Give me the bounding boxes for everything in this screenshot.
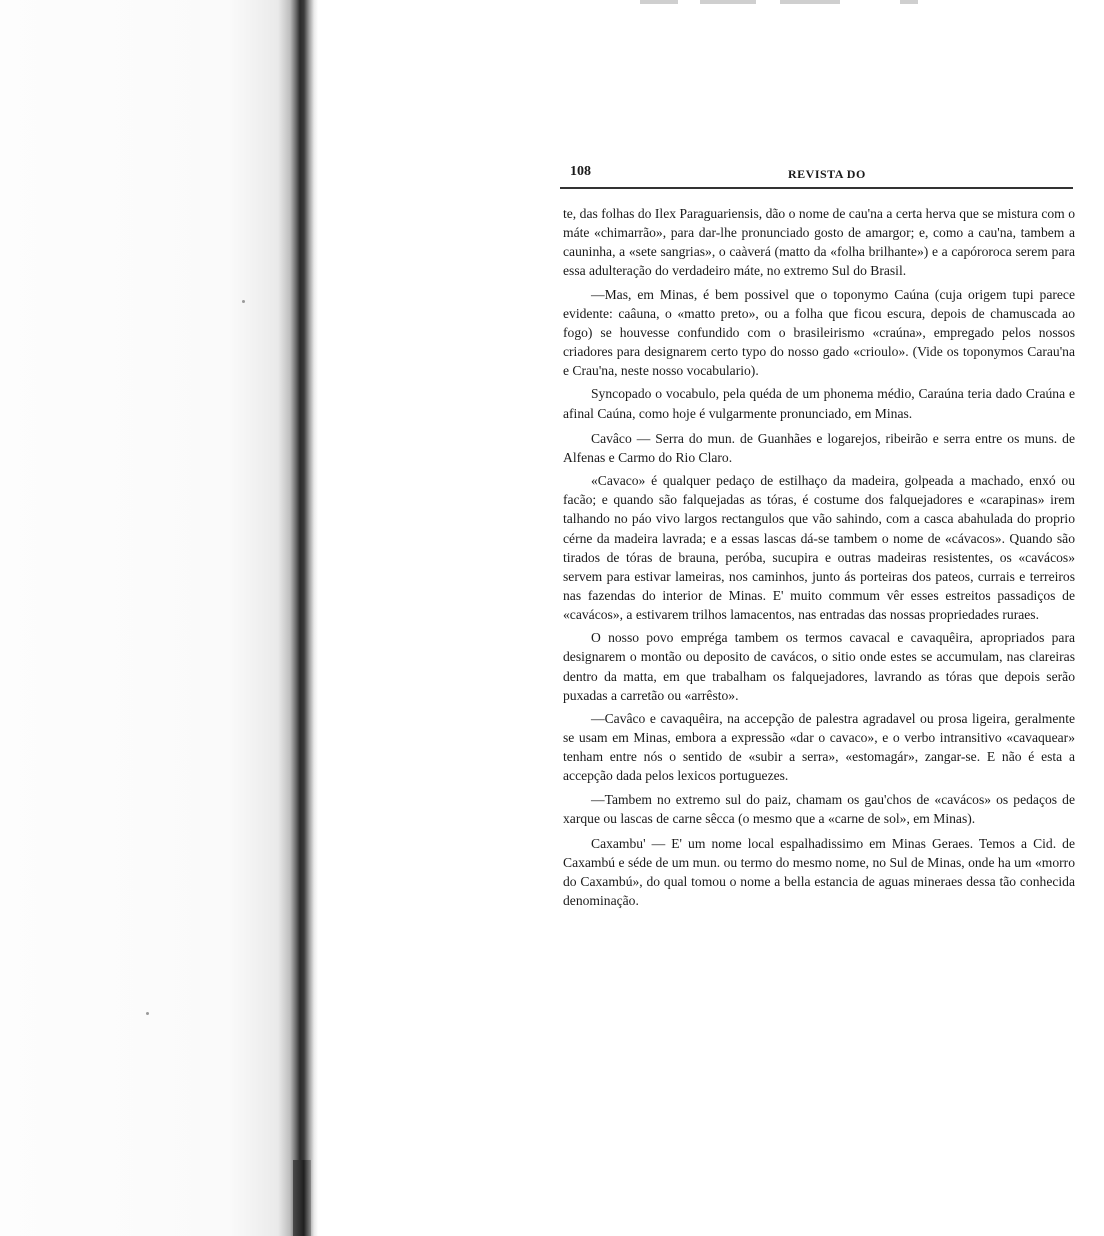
running-title: REVISTA DO (788, 167, 866, 181)
paragraph: O nosso povo empréga tambem os termos cavacal e cavaquêira, apropriados para designarem o montão ou deposito de cavácos, o sitio onde estes se accumulam, nas clareiras dentro da matta, em que trabalham os falquejadores, lavrando as tóras que depois serão puxadas a carretão ou «arrêsto». (563, 630, 1075, 703)
page-header (570, 164, 1072, 188)
paragraph: —Mas, em Minas, é bem possivel que o toponymo Caúna (cuja origem tupi parece evidente: caâuna, o «matto preto», ou a folha que ficou escura, depois de chamuscada ao fogo) se houvesse confundido com o brasileirismo «craúna», empregado pelos nossos criadores para designarem certo typo do nosso gado «crioulo». (Vide os toponymos Carau'na e Crau'na, neste nosso vocabulario). (563, 286, 1075, 379)
scan-edge-mark (640, 0, 678, 4)
paragraph: —Cavâco e cavaquêira, na accepção de palestra agradavel ou prosa ligeira, geralmente se usam em Minas, embora a expressão «dar o cavaco», e o verbo intransitivo «cavaquear» tenham entre nós o sentido de «subir a serra», «estomagár», zangar-se. E não é esta a accepção dada pelos lexicos portuguezes. (563, 710, 1075, 784)
paragraph: Syncopado o vocabulo, pela quéda de um phonema médio, Caraúna teria dado Craúna e afinal Caúna, como hoje é vulgarmente pronunciado, em Minas. (563, 386, 1075, 421)
paragraph: te, das folhas do Ilex Paraguariensis, dão o nome de cau'na a certa herva que se mistura com o máte «chimarrão», para dar-lhe pronunciado gosto de amargor; e, como a cau'na, tambem a cauninha, a «sete sangrias», o caàverá (matto da «folha brilhante») e a capóroroca serem para essa adulteração do verdadeiro máte, no extremo Sul do Brasil. (563, 206, 1075, 279)
paragraph: «Cavaco» é qualquer pedaço de estilhaço da madeira, golpeada a machado, enxó ou facão; e quando são falquejadas as tóras, é costume dos falquejadores e «carapinas» irem talhando no páo vivo largos rectangulos que vão sahindo, com a casca abahulada do proprio cérne da madeira lavrada; e a essas lascas dá-se tambem o nome de «cávacos». Quando são tirados de tóras de brauna, peróba, sucupira e outras madeiras resistentes, os «cavácos» servem para estivar lameiras, nos caminhos, junto ás porteiras dos pateos, currais e terreiros nas fazendas do interior de Minas. E' muito commum vêr esses estreitos passadiços de «cavácos», a estivarem trilhos lamacentos, nas entradas das nossas propriedades ruraes. (563, 473, 1075, 623)
scan-speck (146, 1012, 149, 1015)
body-text (563, 204, 1075, 914)
book-spine-shadow (0, 0, 318, 1236)
scan-speck (242, 300, 245, 303)
entry-caxambu: Caxambu' — E' um nome local espalhadissimo em Minas Geraes. Temos a Cid. de Caxambú e séde de um mun. ou termo do mesmo nome, no Sul de Minas, onde ha um «morro do Caxambú», do qual tomou o nome a bella estancia de aguas mineraes dessa tão conhecida denominação. (563, 835, 1075, 909)
book-spine-binding (293, 1160, 311, 1236)
scan-edge-mark (900, 0, 918, 4)
scan-edge-mark (700, 0, 756, 4)
paragraph: —Tambem no extremo sul do paiz, chamam os gau'chos de «cavácos» os pedaços de xarque ou lascas de carne sêcca (o mesmo que a «carne de sol», em Minas). (563, 791, 1075, 826)
scan-edge-mark (780, 0, 840, 4)
entry-cavaco: Cavâco — Serra do mun. de Guanhães e logarejos, ribeirão e serra entre os muns. de Alfenas e Carmo do Rio Claro. (563, 430, 1075, 465)
page-number: 108 (570, 164, 591, 179)
header-rule (560, 187, 1073, 189)
